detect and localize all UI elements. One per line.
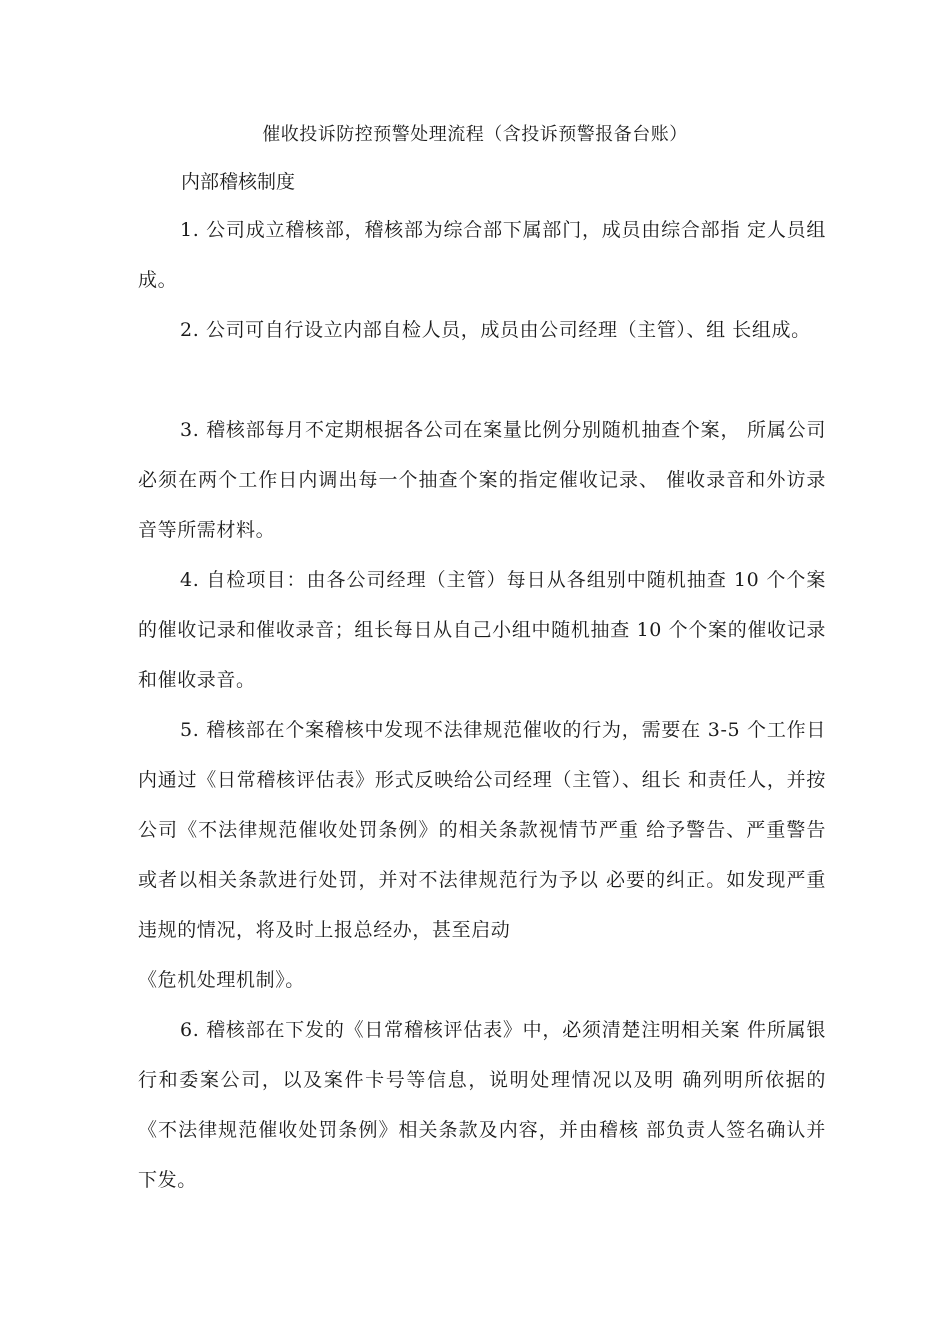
paragraph-5-continuation: 《危机处理机制》。 (138, 969, 305, 991)
document-title: 催收投诉防控预警处理流程（含投诉预警报备台账） (262, 124, 688, 145)
paragraph-2: 2. 公司可自行设立内部自检人员，成员由公司经理（主管）、组 长组成。 (180, 319, 811, 341)
section-heading: 内部稽核制度 (181, 171, 296, 193)
paragraph-1: 1. 公司成立稽核部，稽核部为综合部下属部门，成员由综合部指 定人员组成。 (138, 219, 826, 291)
paragraph-5: 5. 稽核部在个案稽核中发现不法律规范催收的行为，需要在 3-5 个工作日内通过《日常稽核评估表》形式反映给公司经理（主管）、组长 和责任人，并按公司《不法律规范催收处罚条例》的相关条款视情节严重 给予警告、严重警告或者以相关条款进行处罚，并对不法律规范行为予以 必要的纠正。如发现严重违规的情况，将及时上报总经办，甚至启动 (138, 719, 826, 941)
paragraph-4: 4. 自检项目：由各公司经理（主管）每日从各组别中随机抽查 10 个个案的催收记录和催收录音；组长每日从自己小组中随机抽查 10 个个案的催收记录和催收录音。 (138, 569, 826, 691)
paragraph-3: 3. 稽核部每月不定期根据各公司在案量比例分别随机抽查个案， 所属公司必须在两个工作日内调出每一个抽查个案的指定催收记录、 催收录音和外访录音等所需材料。 (138, 419, 826, 541)
paragraph-6: 6. 稽核部在下发的《日常稽核评估表》中，必须清楚注明相关案 件所属银行和委案公司，以及案件卡号等信息，说明处理情况以及明 确列明所依据的《不法律规范催收处罚条例》相关条款及内容，并由稽核 部负责人签名确认并下发。 (138, 1019, 826, 1191)
